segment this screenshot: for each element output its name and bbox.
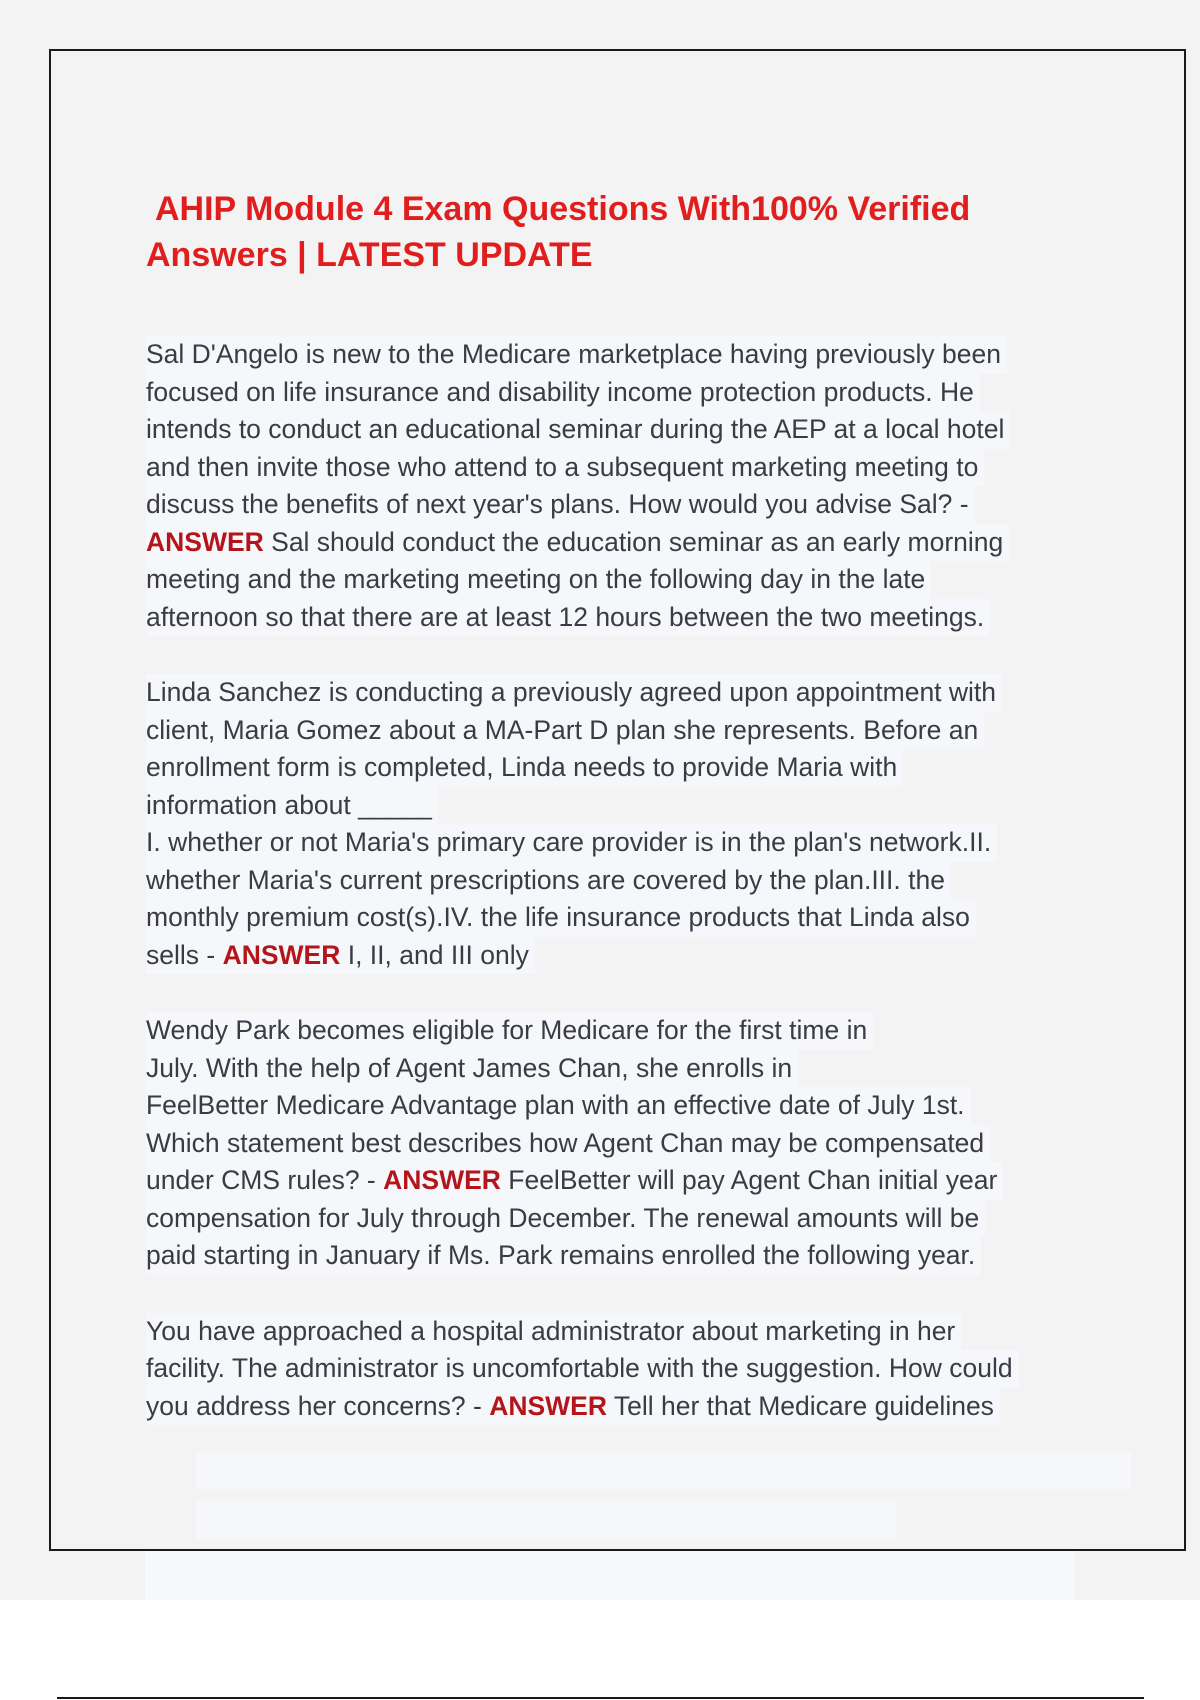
question-line: You have approached a hospital administrator about marketing in her — [146, 1313, 961, 1351]
question-line: enrollment form is completed, Linda needs to provide Maria with — [146, 749, 903, 787]
answer-line: compensation for July through December. The renewal amounts will be — [146, 1200, 985, 1238]
question-tail: under CMS rules? - — [146, 1165, 384, 1195]
qa-item-2 — [146, 674, 1146, 974]
answer-text: Sal should conduct the education seminar as an early morning — [263, 526, 1004, 557]
answer-label: ANSWER — [383, 1165, 501, 1195]
answer-text: FeelBetter will pay Agent Chan initial year — [500, 1165, 998, 1195]
question-line: and then invite those who attend to a subsequent marketing meeting to — [146, 449, 984, 487]
question-tail: sells - — [146, 939, 223, 970]
answer-line — [146, 524, 1009, 562]
title-line-2: Answers | LATEST UPDATE — [146, 236, 593, 274]
answer-text: I, II, and III only — [340, 939, 529, 970]
answer-label: ANSWER — [222, 939, 341, 970]
answer-line — [146, 937, 535, 975]
question-line: whether Maria's current prescriptions are covered by the plan.III. the — [146, 862, 951, 900]
question-line: Wendy Park becomes eligible for Medicare for the first time in — [146, 1012, 873, 1050]
document-content — [146, 186, 1146, 1463]
footer-divider — [57, 1697, 1144, 1699]
qa-item-3 — [146, 1012, 1146, 1275]
question-line: intends to conduct an educational seminar during the AEP at a local hotel — [146, 411, 1010, 449]
question-line: focused on life insurance and disability income protection products. He — [146, 374, 980, 412]
question-line: discuss the benefits of next year's plans. How would you advise Sal? - — [146, 486, 975, 524]
answer-line: paid starting in January if Ms. Park remains enrolled the following year. — [146, 1237, 981, 1275]
faded-line — [196, 1451, 1131, 1489]
qa-item-4 — [146, 1313, 1146, 1426]
question-line: FeelBetter Medicare Advantage plan with an effective date of July 1st. — [146, 1087, 971, 1125]
answer-line — [146, 1388, 1000, 1426]
qa-item-1 — [146, 336, 1146, 636]
answer-line — [146, 1162, 1003, 1200]
document-page — [49, 49, 1186, 1551]
answer-text: Tell her that Medicare guidelines — [607, 1390, 994, 1421]
question-line: July. With the help of Agent James Chan, she enrolls in — [146, 1050, 798, 1088]
answer-label: ANSWER — [146, 526, 264, 557]
faded-line — [196, 1501, 896, 1539]
question-line: Sal D'Angelo is new to the Medicare marketplace having previously been — [146, 336, 1007, 374]
answer-label: ANSWER — [489, 1390, 607, 1421]
question-line: monthly premium cost(s).IV. the life insurance products that Linda also — [146, 899, 976, 937]
title-line-1: AHIP Module 4 Exam Questions With100% Verified — [155, 190, 971, 228]
page-shade — [145, 1550, 1075, 1600]
answer-line: afternoon so that there are at least 12 hours between the two meetings. — [146, 599, 990, 637]
document-title — [146, 186, 1146, 278]
question-tail: you address her concerns? - — [146, 1390, 490, 1421]
question-line: I. whether or not Maria's primary care provider is in the plan's network.II. — [146, 824, 997, 862]
question-line: information about _____ — [146, 787, 438, 825]
question-line: Linda Sanchez is conducting a previously agreed upon appointment with — [146, 674, 1002, 712]
question-line: client, Maria Gomez about a MA-Part D plan she represents. Before an — [146, 712, 984, 750]
question-line: Which statement best describes how Agent Chan may be compensated — [146, 1125, 990, 1163]
question-line: facility. The administrator is uncomfortable with the suggestion. How could — [146, 1350, 1019, 1388]
answer-line: meeting and the marketing meeting on the following day in the late — [146, 561, 931, 599]
